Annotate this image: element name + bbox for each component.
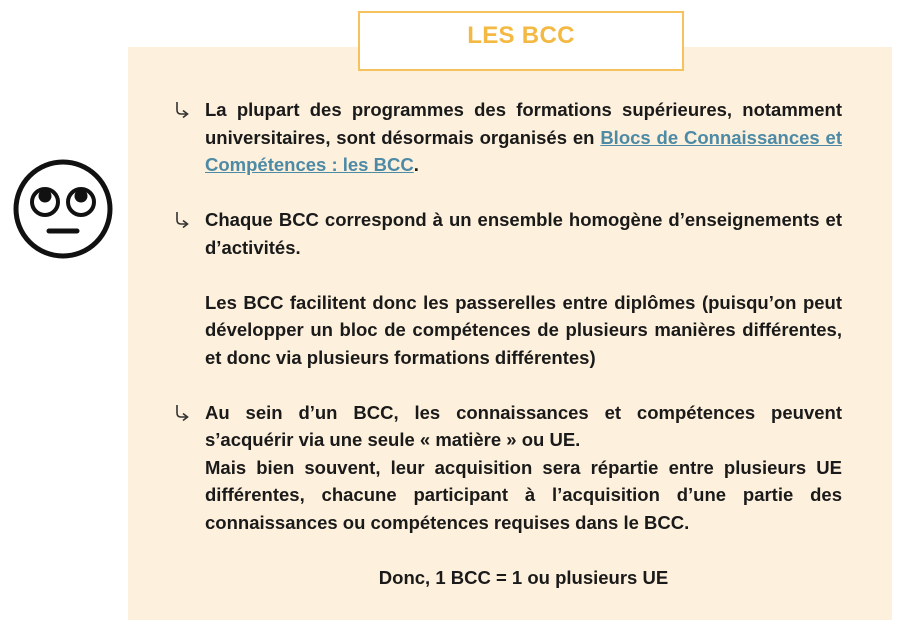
conclusion-text: Donc, 1 BCC = 1 ou plusieurs UE: [378, 566, 669, 588]
hooked-arrow-icon: [172, 100, 192, 120]
bcc-link[interactable]: Blocs de Connaissances et Compétences : les BCC: [205, 126, 843, 175]
bullet-list: [170, 96, 842, 591]
list-item: [170, 206, 842, 261]
sub-paragraph: Les BCC facilitent donc les passerelles entre diplômes (puisqu’on peut développer un bloc de compétences de plusieurs manières différentes, et donc via plusieurs formations différentes): [205, 291, 842, 368]
list-item-text: Au sein d’un BCC, les connaissances et compétences peuvent s’acquérir via une seule « matière » ou UE.: [205, 401, 842, 450]
list-item: [170, 399, 842, 454]
sub-paragraph: Mais bien souvent, leur acquisition sera répartie entre plusieurs UE différentes, chacune participant à l’acquisition d’une partie des connaissances ou compétences requises dans le BCC.: [205, 456, 842, 533]
list-item-text-end: .: [413, 154, 419, 175]
hooked-arrow-icon: [172, 403, 192, 423]
hooked-arrow-icon: [172, 210, 192, 230]
page-title: LES BCC: [467, 22, 575, 49]
list-item: [170, 96, 842, 179]
list-item-text: La plupart des programmes des formations supérieures, notamment universitaires, sont désormais organisés en: [205, 99, 842, 148]
list-item-text: Chaque BCC correspond à un ensemble homogène d’enseignements et d’activités.: [205, 209, 842, 258]
title-box: [358, 11, 684, 71]
eye-roll-face-icon: [12, 158, 114, 260]
